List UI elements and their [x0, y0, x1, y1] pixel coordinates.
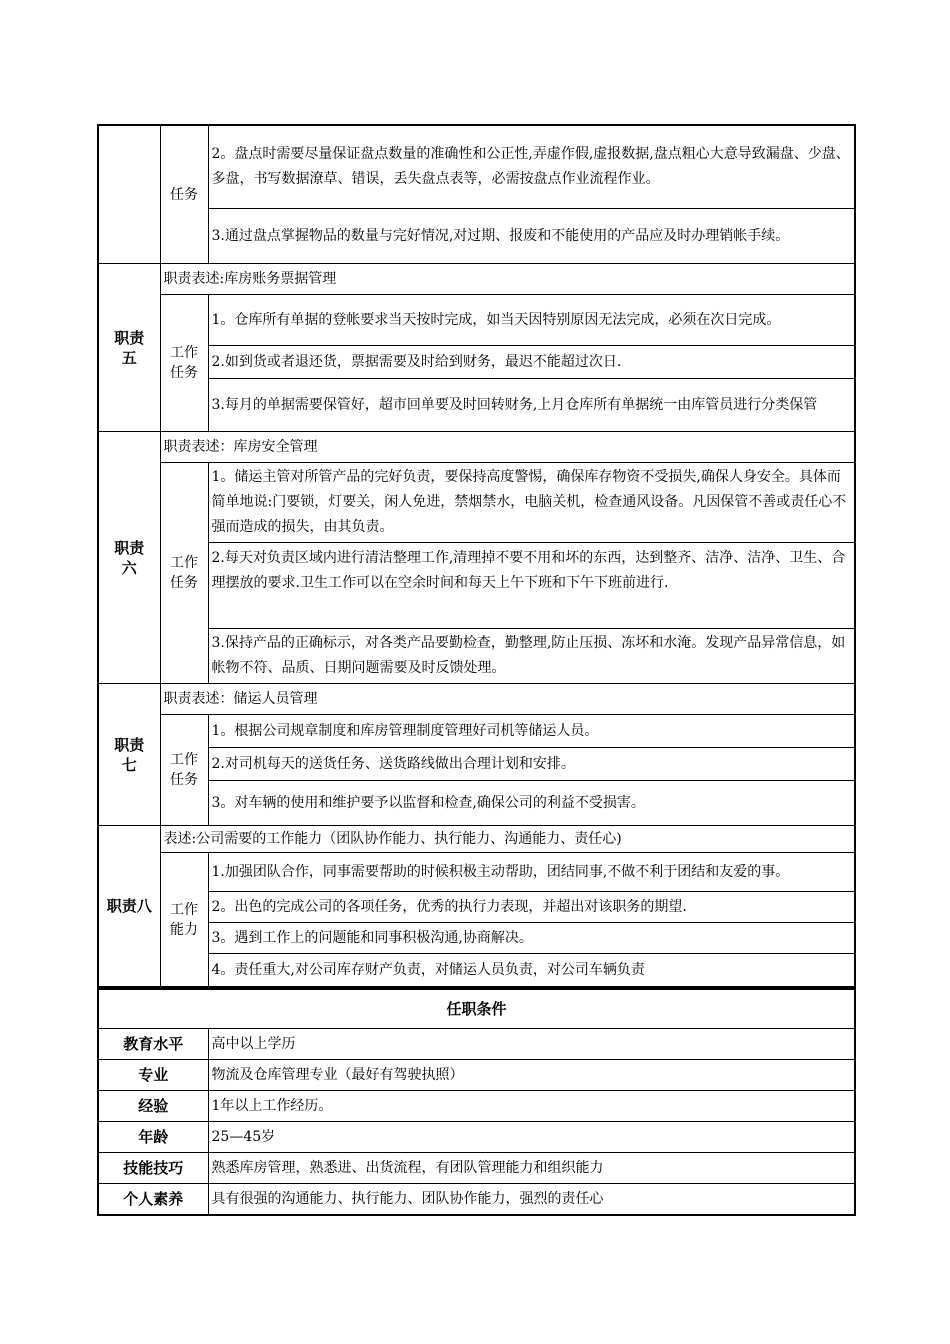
- requirements-title: 任职条件: [98, 989, 855, 1029]
- requirements-header-row: [98, 989, 855, 1029]
- duty6-task-row: [98, 629, 855, 684]
- requirement-value: 具有很强的沟通能力、执行能力、团队协作能力，强烈的责任心: [208, 1184, 855, 1216]
- requirement-value: 1年以上工作经历。: [208, 1091, 855, 1122]
- duty7-task-row: [98, 781, 855, 826]
- duty5-desc: 职责表述:库房账务票据管理: [160, 264, 855, 295]
- requirement-row: [98, 1060, 855, 1091]
- task-item: 2。盘点时需要尽量保证盘点数量的准确性和公正性,弄虚作假,虚报数据,盘点粗心大意导致漏盘、少盘、多盘，书写数据潦草、错误，丢失盘点表等，必需按盘点作业流程作业。: [208, 125, 855, 209]
- requirement-row: [98, 1184, 855, 1216]
- duty5-task-row: [98, 379, 855, 432]
- requirement-row: [98, 1153, 855, 1184]
- duty5-label: 职责五: [98, 264, 160, 432]
- requirement-label: 个人素养: [98, 1184, 208, 1216]
- task-item: 3.保持产品的正确标示，对各类产品要勤检查，勤整理,防止压损、冻坏和水淹。发现产品异常信息，如帐物不符、品质、日期问题需要及时反馈处理。: [208, 629, 855, 684]
- duty6-label: 职责六: [98, 432, 160, 684]
- task-item: 1.加强团队合作，同事需要帮助的时候积极主动帮助，团结同事,不做不利于团结和友爱的事。: [208, 853, 855, 892]
- task-label: 任务: [160, 125, 208, 264]
- duty6-desc: 职责表述：库房安全管理: [160, 432, 855, 463]
- requirement-label: 教育水平: [98, 1029, 208, 1060]
- top-task-row-2: [98, 125, 855, 209]
- duty6-task-label: 工作任务: [160, 463, 208, 684]
- duty5-task-row: [98, 295, 855, 346]
- task-item: 3。遇到工作上的问题能和同事积极沟通,协商解决。: [208, 923, 855, 954]
- requirement-label: 专业: [98, 1060, 208, 1091]
- duty7-task-label: 工作任务: [160, 715, 208, 826]
- requirement-value: 高中以上学历: [208, 1029, 855, 1060]
- duty7-task-row: [98, 748, 855, 781]
- duty8-task-label: 工作能力: [160, 853, 208, 988]
- task-item: 2.每天对负责区域内进行清洁整理工作,清理掉不要不用和坏的东西，达到整齐、洁净、洁净、卫生、合理摆放的要求.卫生工作可以在空余时间和每天上午下班和下午下班前进行.: [208, 543, 855, 629]
- duty8-task-row: [98, 954, 855, 988]
- task-item: 3.每月的单据需要保管好，超市回单要及时回转财务,上月仓库所有单据统一由库管员进行分类保管: [208, 379, 855, 432]
- requirement-row: [98, 1122, 855, 1153]
- duty6-desc-row: [98, 432, 855, 463]
- duty7-task-row: [98, 715, 855, 748]
- requirement-value: 熟悉库房管理，熟悉进、出货流程，有团队管理能力和组织能力: [208, 1153, 855, 1184]
- duty8-task-row: [98, 923, 855, 954]
- duty8-task-row: [98, 892, 855, 923]
- duty5-task-row: [98, 346, 855, 379]
- task-item: 3.通过盘点掌握物品的数量与完好情况,对过期、报废和不能使用的产品应及时办理销帐手续。: [208, 209, 855, 264]
- requirement-row: [98, 1091, 855, 1122]
- duty7-desc-row: [98, 684, 855, 715]
- duty7-desc: 职责表述：储运人员管理: [160, 684, 855, 715]
- job-description-table: [97, 124, 856, 988]
- task-item: 2.如到货或者退还货，票据需要及时给到财务，最迟不能超过次日.: [208, 346, 855, 379]
- task-item: 3。对车辆的使用和维护要予以监督和检查,确保公司的利益不受损害。: [208, 781, 855, 826]
- requirement-label: 技能技巧: [98, 1153, 208, 1184]
- duty7-label: 职责七: [98, 684, 160, 826]
- task-item: 1。仓库所有单据的登帐要求当天按时完成，如当天因特别原因无法完成，必须在次日完成。: [208, 295, 855, 346]
- requirement-label: 经验: [98, 1091, 208, 1122]
- task-item: 2。出色的完成公司的各项任务，优秀的执行力表现，并超出对该职务的期望.: [208, 892, 855, 923]
- duty5-task-label: 工作任务: [160, 295, 208, 432]
- duty5-desc-row: [98, 264, 855, 295]
- duty8-desc-row: [98, 826, 855, 853]
- document-page: [97, 124, 854, 1216]
- task-item: 4。责任重大,对公司库存财产负责，对储运人员负责，对公司车辆负责: [208, 954, 855, 988]
- requirements-table: [97, 988, 856, 1216]
- duty6-task-row: [98, 463, 855, 543]
- requirement-value: 物流及仓库管理专业（最好有驾驶执照）: [208, 1060, 855, 1091]
- top-task-row-3: [98, 209, 855, 264]
- requirement-label: 年龄: [98, 1122, 208, 1153]
- duty8-desc: 表述:公司需要的工作能力（团队协作能力、执行能力、沟通能力、责任心): [160, 826, 855, 853]
- task-item: 1。储运主管对所管产品的完好负责，要保持高度警惕，确保库存物资不受损失,确保人身安全。具体而简单地说:门要锁，灯要关，闲人免进，禁烟禁水，电脑关机，检查通风设备。凡因保管不善或责任心不强而造成的损失，由其负责。: [208, 463, 855, 543]
- duty8-label: 职责八: [98, 826, 160, 988]
- task-item: 1。根据公司规章制度和库房管理制度管理好司机等储运人员。: [208, 715, 855, 748]
- requirement-row: [98, 1029, 855, 1060]
- task-item: 2.对司机每天的送货任务、送货路线做出合理计划和安排。: [208, 748, 855, 781]
- requirement-value: 25—45岁: [208, 1122, 855, 1153]
- duty-label-cell-empty: [98, 125, 160, 264]
- duty6-task-row: [98, 543, 855, 629]
- duty8-task-row: [98, 853, 855, 892]
